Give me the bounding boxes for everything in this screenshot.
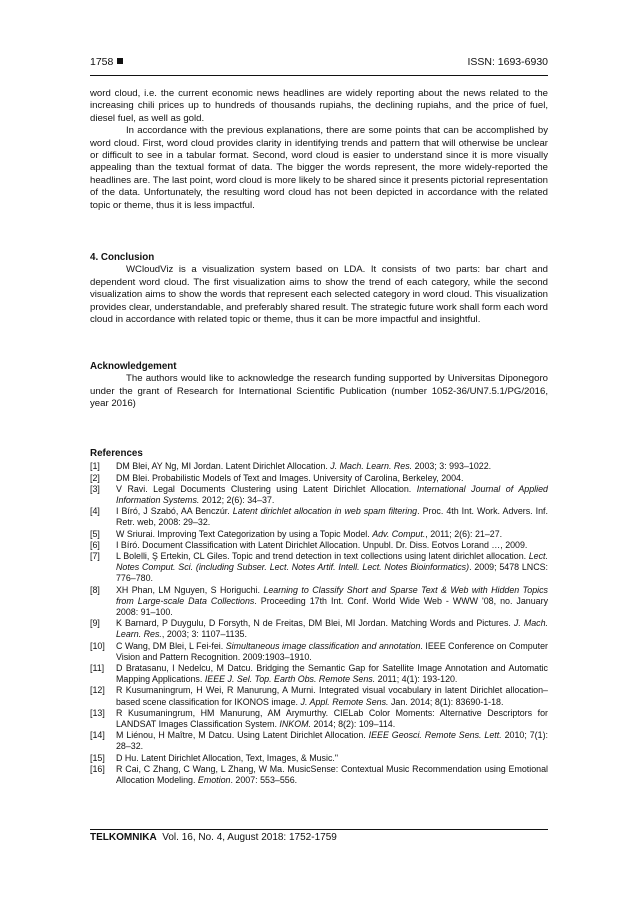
reference-text-post: . Proceeding 17th Int. Conf. World Wide Web - WWW '08, no. January 2008: 91–100. [116, 595, 549, 618]
acknowledgement-heading: Acknowledgement [90, 361, 177, 372]
reference-number: [10] [90, 640, 105, 651]
footer-journal: TELKOMNIKA [90, 832, 157, 843]
reference-number: [3] [90, 483, 100, 494]
reference-item [90, 585, 548, 619]
reference-text-pre: M Liénou, H Maître, M Datcu. Using Latent Dirichlet Allocation. [116, 730, 369, 741]
reference-text-post: Jan. 2014; 8(1): 83690-1-18. [388, 696, 504, 707]
square-bullet-icon [117, 58, 123, 64]
intro-paragraph: In accordance with the previous explanations, there are some points that can be accomplished by word cloud. First, word cloud provides clarity in identifying trends and pattern that will otherwise be unclear or difficult to see in a tabular format. Second, word cloud is easier to understand since it is more visually appealing than the textual format of data. The bigger the words represent, the more widely-reported the headlines are. The last point, word cloud is more likely to be shared since it presents pictorial representation of the data. Unfortunately, the resulting word cloud has not been depicted in accordance with the related topic or theme, thus it is less impactful. [90, 125, 548, 211]
reference-text-post: 2012; 2(6): 34–37. [199, 495, 275, 506]
reference-item [90, 663, 548, 685]
reference-item [90, 484, 548, 506]
reference-number: [13] [90, 707, 105, 718]
header-rule [90, 75, 548, 76]
reference-number: [14] [90, 730, 105, 741]
footer-rule [90, 829, 548, 830]
reference-item [90, 753, 548, 764]
reference-number: [15] [90, 752, 105, 763]
reference-number: [7] [90, 551, 100, 562]
reference-item [90, 641, 548, 663]
reference-item [90, 685, 548, 707]
page-footer [90, 832, 337, 843]
reference-list [90, 461, 548, 786]
reference-text-pre: K Barnard, P Duygulu, D Forsyth, N de Freitas, DM Blei, MI Jordan. Matching Words and Pictures. [116, 618, 514, 629]
conclusion-section [90, 252, 548, 326]
reference-item [90, 708, 548, 730]
conclusion-text: WCloudViz is a visualization system based on LDA. It consists of two parts: bar chart and dependent word cloud. The first visualization aims to show the trend of each category, while the second visualization aims to show the words that represent each selected category in word cloud. This visualization provides clear, understandable, and preferably shared result. The strategic future work shall form each word cloud in accordance with related topic or theme, thus it can be more impactful and insightful. [90, 264, 548, 326]
reference-text-pre: R Kusumaningrum, H Wei, R Manurung, A Murni. Integrated visual vocabulary in latent Dirichlet allocation–based scene classification for IKONOS image. [116, 685, 548, 707]
reference-text-pre: DM Blei. Probabilistic Models of Text and Images. University of Carolina, Berkeley, 2004. [116, 472, 464, 483]
reference-text-pre: V Ravi. Legal Documents Clustering using Latent Dirichlet Allocation. [116, 483, 417, 494]
reference-item [90, 618, 548, 640]
page-header [90, 56, 548, 74]
reference-item [90, 551, 548, 585]
reference-text-pre: R Cai, C Zhang, C Wang, L Zhang, W Ma. MusicSense: Contextual Music Recommendation using Emotional Allocation Modeling. [116, 763, 548, 786]
reference-number: [11] [90, 663, 105, 674]
reference-item [90, 529, 548, 540]
reference-text-ital: Lect. Notes Comput. Sci. (including Subser. Lect. Notes Artif. Intell. Lect. Notes Bioinformatics) [116, 551, 548, 573]
reference-text-post: 2003; 3: 993–1022. [412, 461, 492, 472]
reference-item [90, 506, 548, 528]
references-heading: References [90, 448, 143, 459]
reference-text-ital: Simultaneous image classification and annotation [225, 640, 421, 651]
reference-text-ital: Adv. Comput. [372, 528, 426, 539]
reference-text-pre: C Wang, DM Blei, L Fei-fei. [116, 640, 226, 651]
reference-number: [16] [90, 763, 105, 774]
reference-text-ital: INKOM. [279, 719, 311, 730]
reference-number: [1] [90, 461, 100, 472]
header-issn: ISSN: 1693-6930 [467, 56, 548, 68]
reference-item [90, 540, 548, 551]
reference-text-pre: W Sriurai. Improving Text Categorization by using a Topic Model. [116, 528, 373, 539]
reference-number: [5] [90, 528, 100, 539]
reference-text-pre: XH Phan, LM Nguyen, S Horiguchi. [116, 584, 264, 595]
reference-text-pre: D Bratasanu, I Nedelcu, M Datcu. Bridging the Semantic Gap for Satellite Image Annotation and Automatic Mapping Applications. [116, 663, 548, 685]
reference-text-post: , 2011; 2(6): 21–27. [425, 528, 503, 539]
reference-text-ital: J. Appl. Remote Sens. [300, 696, 389, 707]
reference-text-post: . 2007: 553–556. [230, 775, 298, 786]
reference-text-ital: Emotion [197, 775, 231, 786]
reference-number: [2] [90, 472, 100, 483]
reference-text-ital: International Journal of Applied Information Systems. [116, 483, 548, 506]
reference-text-pre: R Kusumaningrum, HM Manurung, AM Arymurthy. CIELab Color Moments: Alternative Descriptors for LANDSAT Images Classification System. [116, 707, 548, 730]
references-section [90, 448, 548, 786]
reference-text-post: . 2009; 5478 LNCS: 776–780. [116, 562, 548, 584]
reference-number: [4] [90, 506, 100, 517]
reference-text-ital: IEEE J. Sel. Top. Earth Obs. Remote Sens. [204, 674, 376, 685]
reference-number: [6] [90, 539, 100, 550]
acknowledgement-section [90, 361, 548, 411]
reference-text-ital: Latent dirichlet allocation in web spam filtering [232, 506, 418, 517]
reference-number: [9] [90, 618, 100, 629]
reference-text-ital: J. Mach. Learn. Res. [116, 618, 548, 640]
reference-number: [12] [90, 685, 105, 696]
reference-item [90, 461, 548, 472]
reference-text-post: 2011; 4(1): 193-120. [375, 674, 458, 685]
conclusion-heading: 4. Conclusion [90, 252, 155, 263]
intro-paragraph: word cloud, i.e. the current economic news headlines are widely reporting about the news related to the increasing chili prices up to hundreds of thousands rupiahs, the declining rupiahs, and the price of fuel, diesel fuel, as well as gold. [90, 88, 548, 124]
reference-text-pre: L Bolelli, Ş Ertekin, CL Giles. Topic and trend detection in text collections using latent dirichlet allocation. [116, 551, 529, 562]
reference-text-post: , 2003; 3: 1107–1135. [161, 629, 247, 640]
reference-number: [8] [90, 584, 100, 595]
reference-text-pre: I Bíró. Document Classification with Latent Dirichlet Allocation. Unpubl. Dr. Diss. Eotvos Lorand …, 2009. [116, 539, 528, 550]
reference-item [90, 730, 548, 752]
reference-text-post: 2014; 8(2): 109–114. [310, 719, 396, 730]
reference-text-pre: DM Blei, AY Ng, MI Jordan. Latent Dirichlet Allocation. [116, 461, 331, 472]
header-page-number: 1758 [90, 56, 123, 68]
acknowledgement-text: The authors would like to acknowledge the research funding supported by Universitas Diponegoro under the grant of Research for International Scientific Publication (number 1052-36/UN7.5.1/PG/2016, year 2016) [90, 373, 548, 410]
reference-text-post: . IEEE Conference on Computer Vision and Pattern Recognition. 2009:1903–1910. [116, 640, 548, 662]
reference-text-ital: J. Mach. Learn. Res. [330, 461, 413, 472]
reference-item [90, 764, 548, 786]
reference-item [90, 473, 548, 484]
reference-text-pre: D Hu. Latent Dirichlet Allocation, Text, Images, & Music." [116, 752, 338, 763]
reference-text-ital: Learning to Classify Short and Sparse Text & Web with Hidden Topics from Large-scale Data Collections [116, 584, 548, 606]
footer-details: Vol. 16, No. 4, August 2018: 1752-1759 [162, 832, 337, 843]
reference-text-post: . Proc. 4th Int. Work. Advers. Inf. Retr. web, 2008: 29–32. [116, 506, 548, 528]
intro-section [90, 88, 548, 212]
reference-text-ital: IEEE Geosci. Remote Sens. Lett. [368, 730, 502, 741]
reference-text-post: 2010; 7(1): 28–32. [116, 730, 548, 752]
reference-text-pre: I Bíró, J Szabó, AA Benczúr. [116, 506, 233, 517]
